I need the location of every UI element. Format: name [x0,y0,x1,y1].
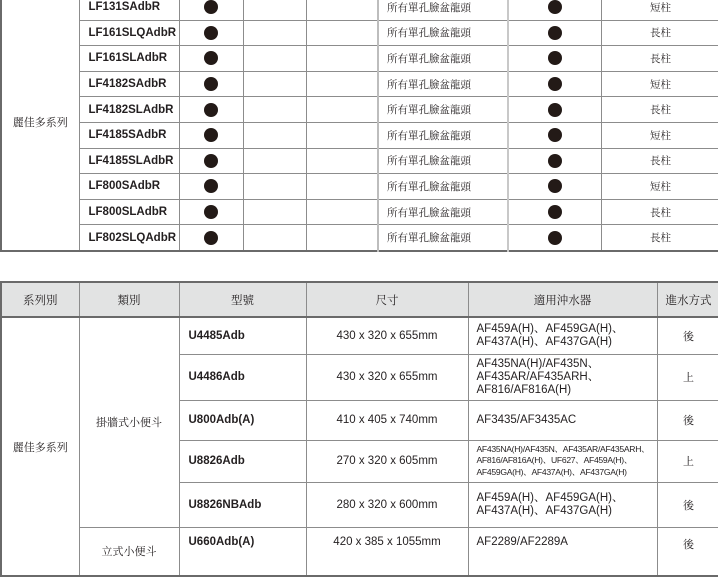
empty-cell [306,97,378,123]
table-row [1,199,718,225]
category-cell: 立式小便斗 [79,527,179,576]
post-type-cell: 短柱 [601,71,718,97]
model-cell: LF4182SLAdbR [79,97,179,123]
empty-cell [243,20,306,46]
applicable-mark-cell [179,20,243,46]
table-row [1,97,718,123]
model-cell: U4486Adb [179,354,306,400]
flush-valve-cell [468,527,657,576]
table-row [1,148,718,174]
filled-circle-icon [548,51,562,65]
filled-circle-icon [548,128,562,142]
empty-cell [243,199,306,225]
header-category: 類別 [79,282,179,317]
empty-cell [243,0,306,20]
flush-valve-cell [468,482,657,527]
filled-circle-icon [548,179,562,193]
empty-cell [306,199,378,225]
empty-cell [243,148,306,174]
filled-circle-icon [204,103,218,117]
compatible-faucet-cell: 所有單孔臉盆龍頭 [378,225,508,251]
flush-valve-line: AF435NA(H)/AF435N、AF435AR/AF435ARH、 [476,443,650,454]
filled-circle-icon [548,231,562,245]
model-cell: LF800SAdbR [79,174,179,200]
model-cell: LF161SLQAdbR [79,20,179,46]
header-size: 尺寸 [306,282,468,317]
applicable-mark-cell [508,225,601,251]
filled-circle-icon [548,26,562,40]
filled-circle-icon [548,103,562,117]
applicable-mark-cell [179,46,243,72]
filled-circle-icon [204,154,218,168]
water-inlet-cell: 上 [657,440,718,482]
header-flush-valve: 適用沖水器 [468,282,657,317]
filled-circle-icon [204,26,218,40]
empty-cell [306,20,378,46]
empty-cell [243,46,306,72]
empty-cell [306,0,378,20]
model-cell: U8826NBAdb [179,482,306,527]
compatible-faucet-cell: 所有單孔臉盆龍頭 [378,46,508,72]
size-cell: 430 x 320 x 655mm [306,354,468,400]
post-type-cell: 長柱 [601,199,718,225]
model-cell: LF4185SLAdbR [79,148,179,174]
post-type-cell: 長柱 [601,148,718,174]
faucet-compatibility-table [0,0,718,252]
model-cell: LF4185SAdbR [79,122,179,148]
size-cell: 420 x 385 x 1055mm [306,527,468,576]
table-row [1,0,718,20]
flush-valve-cell [468,440,657,482]
model-cell: U800Adb(A) [179,400,306,440]
empty-cell [243,122,306,148]
post-type-cell: 短柱 [601,0,718,20]
water-inlet-cell: 後 [657,527,718,576]
filled-circle-icon [204,77,218,91]
post-type-cell: 短柱 [601,122,718,148]
size-cell: 280 x 320 x 600mm [306,482,468,527]
applicable-mark-cell [179,97,243,123]
model-cell: LF800SLAdbR [79,199,179,225]
urinal-spec-table [0,281,718,577]
table-row [1,20,718,46]
compatible-faucet-cell: 所有單孔臉盆龍頭 [378,122,508,148]
water-inlet-cell: 後 [657,317,718,354]
table-row [1,174,718,200]
table-row [1,527,718,576]
applicable-mark-cell [508,174,601,200]
table-row [1,317,718,354]
filled-circle-icon [204,51,218,65]
empty-cell [306,174,378,200]
empty-cell [243,225,306,251]
applicable-mark-cell [508,199,601,225]
flush-valve-line: AF435NA(H)/AF435N、 [476,357,600,370]
series-cell: 麗佳多系列 [1,317,79,576]
flush-valve-line: AF437A(H)、AF437GA(H) [476,335,612,348]
empty-cell [306,225,378,251]
flush-valve-cell [468,354,657,400]
post-type-cell: 長柱 [601,97,718,123]
filled-circle-icon [204,231,218,245]
flush-valve-cell [468,317,657,354]
header-model: 型號 [179,282,306,317]
empty-cell [243,97,306,123]
applicable-mark-cell [179,148,243,174]
filled-circle-icon [204,179,218,193]
applicable-mark-cell [508,122,601,148]
empty-cell [306,71,378,97]
filled-circle-icon [548,205,562,219]
applicable-mark-cell [508,71,601,97]
flush-valve-line: AF459A(H)、AF459GA(H)、 [476,491,624,504]
flush-valve-line: AF435AR/AF435ARH、 [476,370,600,383]
model-cell: LF802SLQAdbR [79,225,179,251]
model-cell: LF131SAdbR [79,0,179,20]
flush-valve-line: AF437A(H)、AF437GA(H) [476,504,612,517]
size-cell: 270 x 320 x 605mm [306,440,468,482]
applicable-mark-cell [508,0,601,20]
compatible-faucet-cell: 所有單孔臉盆龍頭 [378,97,508,123]
filled-circle-icon [548,154,562,168]
applicable-mark-cell [179,0,243,20]
compatible-faucet-cell: 所有單孔臉盆龍頭 [378,0,508,20]
model-cell: LF161SLAdbR [79,46,179,72]
water-inlet-cell: 後 [657,482,718,527]
applicable-mark-cell [179,225,243,251]
empty-cell [243,71,306,97]
model-cell: U8826Adb [179,440,306,482]
flush-valve-line: AF459GA(H)、AF437A(H)、AF437GA(H) [476,466,627,477]
size-cell: 430 x 320 x 655mm [306,317,468,354]
applicable-mark-cell [508,46,601,72]
filled-circle-icon [204,205,218,219]
flush-valve-line: AF3435/AF3435AC [476,413,577,426]
header-water-inlet: 進水方式 [657,282,718,317]
table-row [1,225,718,251]
model-cell: LF4182SAdbR [79,71,179,97]
compatible-faucet-cell: 所有單孔臉盆龍頭 [378,71,508,97]
compatible-faucet-cell: 所有單孔臉盆龍頭 [378,20,508,46]
table-row [1,46,718,72]
flush-valve-line: AF816/AF816A(H)、UF627、AF459A(H)、 [476,455,633,466]
applicable-mark-cell [179,122,243,148]
header-row [1,282,718,317]
post-type-cell: 長柱 [601,20,718,46]
table-row [1,122,718,148]
size-cell: 410 x 405 x 740mm [306,400,468,440]
applicable-mark-cell [179,199,243,225]
empty-cell [306,46,378,72]
water-inlet-cell: 後 [657,400,718,440]
model-cell: U660Adb(A) [179,527,306,576]
post-type-cell: 長柱 [601,225,718,251]
applicable-mark-cell [179,71,243,97]
water-inlet-cell: 上 [657,354,718,400]
applicable-mark-cell [508,97,601,123]
model-cell: U4485Adb [179,317,306,354]
empty-cell [243,174,306,200]
compatible-faucet-cell: 所有單孔臉盆龍頭 [378,148,508,174]
applicable-mark-cell [179,174,243,200]
empty-cell [306,148,378,174]
flush-valve-line: AF459A(H)、AF459GA(H)、 [476,322,624,335]
category-cell: 掛牆式小便斗 [79,317,179,527]
applicable-mark-cell [508,148,601,174]
filled-circle-icon [548,77,562,91]
flush-valve-line: AF2289/AF2289A [476,535,568,548]
compatible-faucet-cell: 所有單孔臉盆龍頭 [378,174,508,200]
series-cell: 麗佳多系列 [1,0,79,251]
flush-valve-cell [468,400,657,440]
table-row [1,71,718,97]
applicable-mark-cell [508,20,601,46]
filled-circle-icon [204,0,218,14]
post-type-cell: 長柱 [601,46,718,72]
filled-circle-icon [204,128,218,142]
post-type-cell: 短柱 [601,174,718,200]
flush-valve-line: AF816/AF816A(H) [476,383,572,396]
header-series: 系列別 [1,282,79,317]
filled-circle-icon [548,0,562,14]
compatible-faucet-cell: 所有單孔臉盆龍頭 [378,199,508,225]
empty-cell [306,122,378,148]
